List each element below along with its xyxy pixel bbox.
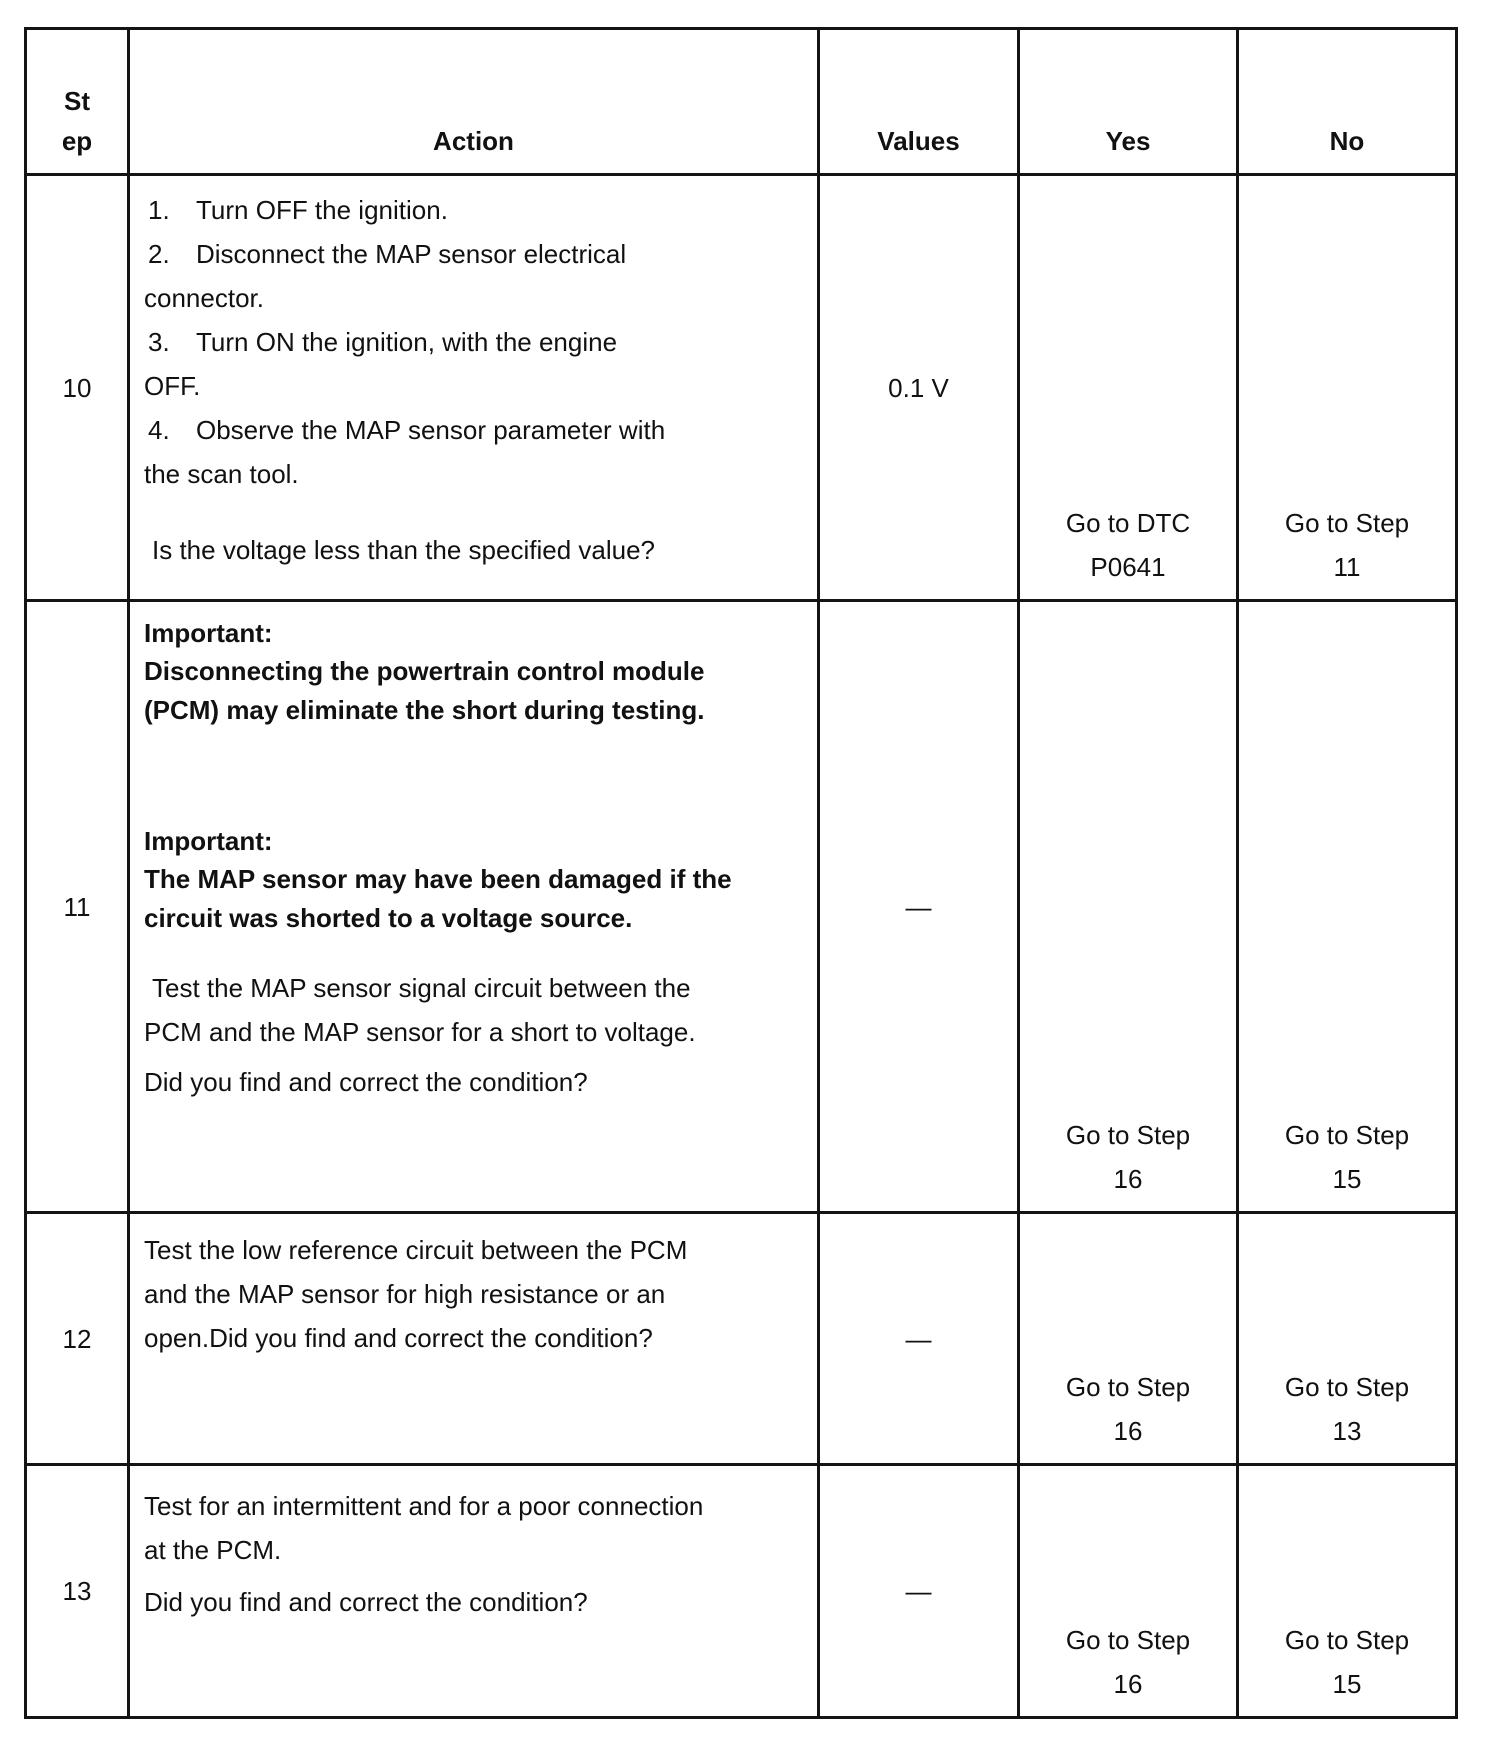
action-item-4: 4. Observe the MAP sensor parameter with: [148, 415, 666, 445]
table-row-step-11: [26, 601, 1457, 1213]
no-line2: 15: [1332, 1669, 1362, 1699]
important-title: Important:: [144, 618, 273, 648]
step-number: 10: [26, 175, 129, 601]
action-test-line1: Test the MAP sensor signal circuit between the: [152, 973, 691, 1003]
no-line2: 13: [1332, 1416, 1362, 1446]
yes-line2: 16: [1113, 1416, 1143, 1446]
step-number: 12: [26, 1213, 129, 1465]
table-header-row: [26, 29, 1457, 175]
yes-line2: P0641: [1090, 552, 1166, 582]
yes-cell: [1019, 601, 1238, 1213]
header-values: Values: [819, 29, 1019, 175]
table-row-step-12: [26, 1213, 1457, 1465]
yes-line1: Go to Step: [1065, 1625, 1191, 1655]
no-line1: Go to Step: [1284, 1120, 1410, 1150]
no-line1: Go to Step: [1284, 1625, 1410, 1655]
table-row-step-10: [26, 175, 1457, 601]
action-question: Did you find and correct the condition?: [144, 1587, 588, 1617]
header-action: Action: [129, 29, 819, 175]
action-item-4-cont: the scan tool.: [144, 459, 299, 489]
value-cell: —: [819, 1213, 1019, 1465]
header-step-line1: St: [64, 86, 90, 116]
step-number: 13: [26, 1465, 129, 1718]
important-title: Important:: [144, 826, 273, 856]
yes-cell: [1019, 1465, 1238, 1718]
yes-line1: Go to Step: [1065, 1120, 1191, 1150]
value-cell: —: [819, 1465, 1019, 1718]
yes-cell: [1019, 1213, 1238, 1465]
action-cell: [129, 1465, 819, 1718]
value-cell: 0.1 V: [819, 175, 1019, 601]
yes-line2: 16: [1113, 1164, 1143, 1194]
header-no: No: [1238, 29, 1457, 175]
no-line1: Go to Step: [1284, 1372, 1410, 1402]
action-line2: and the MAP sensor for high resistance or an: [144, 1279, 666, 1309]
yes-line2: 16: [1113, 1669, 1143, 1699]
no-cell: [1238, 175, 1457, 601]
yes-cell: [1019, 175, 1238, 601]
step-number: 11: [26, 601, 129, 1213]
action-item-3: 3. Turn ON the ignition, with the engine: [148, 327, 618, 357]
yes-line1: Go to DTC: [1065, 508, 1191, 538]
header-step-line2: ep: [61, 126, 93, 156]
no-cell: [1238, 1465, 1457, 1718]
yes-line1: Go to Step: [1065, 1372, 1191, 1402]
action-cell: [129, 1213, 819, 1465]
table-row-step-13: [26, 1465, 1457, 1718]
action-item-2: 2. Disconnect the MAP sensor electrical: [148, 239, 627, 269]
no-line2: 11: [1333, 552, 1361, 582]
diagnostic-table: [24, 27, 1458, 1719]
action-line2: at the PCM.: [144, 1535, 282, 1565]
action-question: Is the voltage less than the specified value?: [152, 535, 655, 565]
header-step: [26, 29, 129, 175]
no-cell: [1238, 601, 1457, 1213]
important-note-line2: circuit was shorted to a voltage source.: [144, 903, 633, 933]
no-line1: Go to Step: [1284, 508, 1410, 538]
no-line2: 15: [1332, 1164, 1362, 1194]
action-line3: open.Did you find and correct the condition?: [144, 1323, 653, 1353]
important-note-line2: (PCM) may eliminate the short during testing.: [144, 695, 705, 725]
action-item-3-cont: OFF.: [144, 371, 201, 401]
action-item-1: 1. Turn OFF the ignition.: [148, 195, 448, 225]
value-cell: —: [819, 601, 1019, 1213]
action-item-2-cont: connector.: [144, 283, 264, 313]
action-line1: Test the low reference circuit between the PCM: [144, 1235, 688, 1265]
important-note-line1: The MAP sensor may have been damaged if the: [144, 864, 732, 894]
action-cell: [129, 175, 819, 601]
action-line1: Test for an intermittent and for a poor connection: [144, 1491, 704, 1521]
header-yes: Yes: [1019, 29, 1238, 175]
action-cell: [129, 601, 819, 1213]
no-cell: [1238, 1213, 1457, 1465]
action-test-line2: PCM and the MAP sensor for a short to voltage.: [144, 1017, 696, 1047]
important-note-line1: Disconnecting the powertrain control module: [144, 656, 705, 686]
action-question: Did you find and correct the condition?: [144, 1067, 588, 1097]
